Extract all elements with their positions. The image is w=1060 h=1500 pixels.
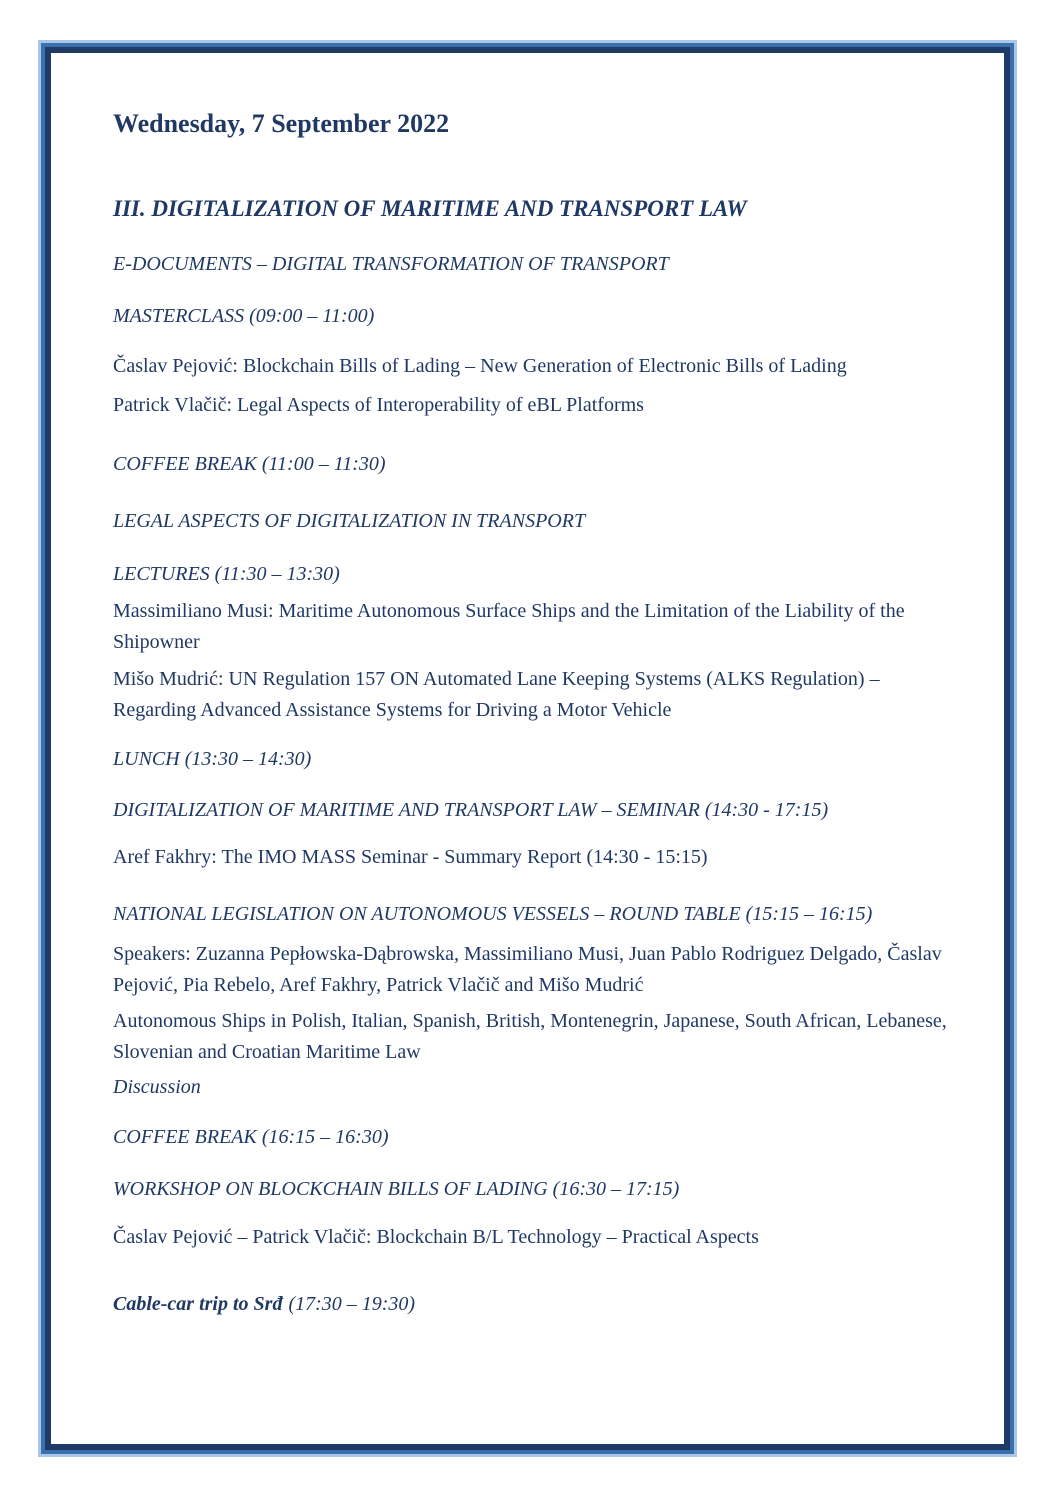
session-heading: NATIONAL LEGISLATION ON AUTONOMOUS VESSELS – ROUND TABLE (15:15 – 16:15) xyxy=(113,903,873,925)
excursion-time: (17:30 – 19:30) xyxy=(288,1293,416,1315)
talk-item: Autonomous Ships in Polish, Italian, Spanish, British, Montenegrin, Japanese, South African, Lebanese, Slovenian and Croatian Maritime Law xyxy=(113,1010,947,1063)
session-heading: MASTERCLASS (09:00 – 11:00) xyxy=(113,305,375,327)
break-heading: LUNCH (13:30 – 14:30) xyxy=(113,748,312,770)
excursion-label: Cable-car trip to Srđ xyxy=(113,1293,283,1315)
talk-item: Časlav Pejović: Blockchain Bills of Lading – New Generation of Electronic Bills of Lading xyxy=(113,355,847,377)
break-heading: COFFEE BREAK (16:15 – 16:30) xyxy=(113,1126,389,1148)
date-heading: Wednesday, 7 September 2022 xyxy=(113,109,450,138)
talk-item: Massimiliano Musi: Maritime Autonomous Surface Ships and the Limitation of the Liability of the Shipowner xyxy=(113,600,905,653)
session-heading: DIGITALIZATION OF MARITIME AND TRANSPORT LAW – SEMINAR (14:30 - 17:15) xyxy=(113,799,829,821)
session-heading: WORKSHOP ON BLOCKCHAIN BILLS OF LADING (16:30 – 17:15) xyxy=(113,1178,680,1200)
talk-item: Mišo Mudrić: UN Regulation 157 ON Automated Lane Keeping Systems (ALKS Regulation) – Regarding Advanced Assistance Systems for Driving a Motor Vehicle xyxy=(113,668,880,721)
break-heading: COFFEE BREAK (11:00 – 11:30) xyxy=(113,453,386,475)
topic-heading: LEGAL ASPECTS OF DIGITALIZATION IN TRANSPORT xyxy=(113,510,586,532)
discussion-note: Discussion xyxy=(113,1076,201,1098)
topic-heading: E-DOCUMENTS – DIGITAL TRANSFORMATION OF TRANSPORT xyxy=(113,253,669,275)
talk-item: Patrick Vlačič: Legal Aspects of Interoperability of eBL Platforms xyxy=(113,394,644,416)
section-title: III. DIGITALIZATION OF MARITIME AND TRANSPORT LAW xyxy=(113,196,747,221)
session-heading: LECTURES (11:30 – 13:30) xyxy=(113,563,340,585)
excursion-item xyxy=(113,1289,948,1320)
speakers-list: Speakers: Zuzanna Pepłowska-Dąbrowska, Massimiliano Musi, Juan Pablo Rodriguez Delgado, Časlav Pejović, Pia Rebelo, Aref Fakhry, Patrick Vlačič and Mišo Mudrić xyxy=(113,943,942,996)
talk-item: Aref Fakhry: The IMO MASS Seminar - Summary Report (14:30 - 15:15) xyxy=(113,846,708,868)
talk-item: Časlav Pejović – Patrick Vlačič: Blockchain B/L Technology – Practical Aspects xyxy=(113,1226,759,1248)
